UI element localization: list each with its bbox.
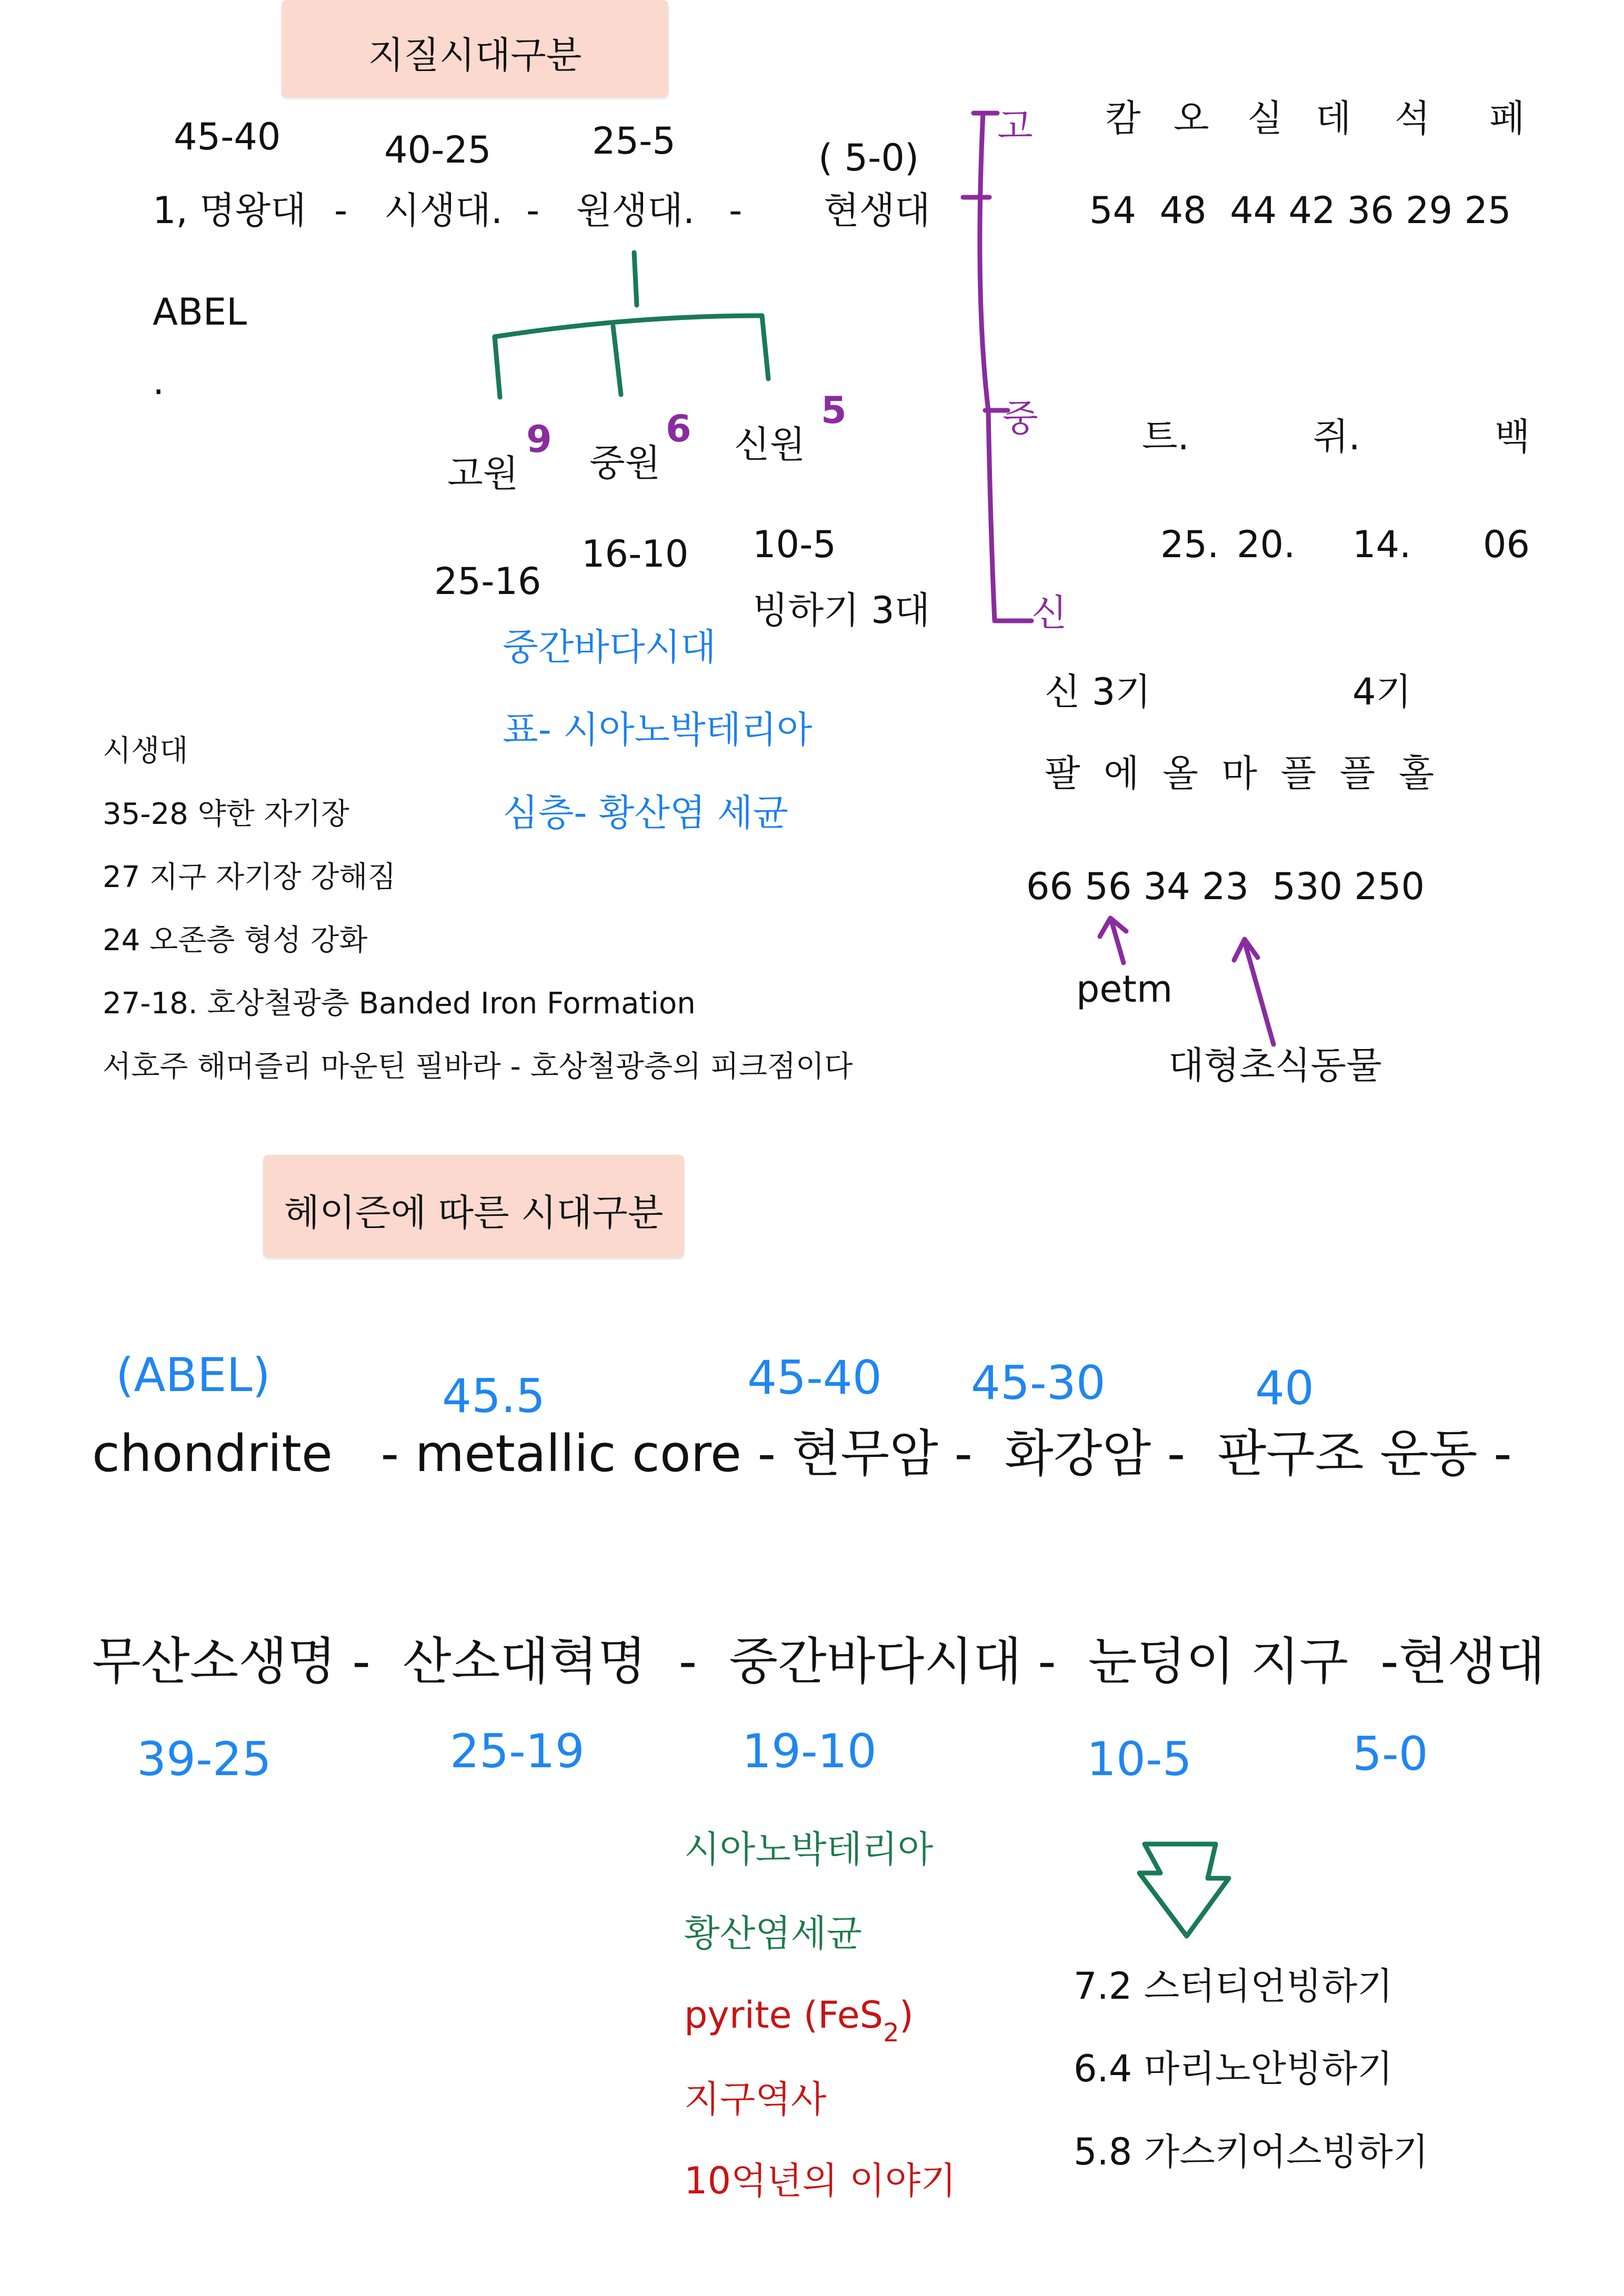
- note-line: 서호주 해머즐리 마운틴 필바라 - 호상철광층의 피크점이다: [103, 1050, 853, 1084]
- cenozoic-ages: 66 56 34 23 530 250: [1026, 865, 1425, 908]
- hazen-date: 5-0: [1352, 1727, 1428, 1781]
- period-carboniferous: 석: [1395, 97, 1430, 140]
- meso-age: 14.: [1352, 523, 1411, 566]
- bracket-leg-left: [495, 337, 500, 397]
- period-cretaceous: 백: [1495, 415, 1530, 458]
- note-line: 35-28 약한 자기장: [103, 797, 349, 831]
- pyrite-text: pyrite (FeS: [684, 1993, 884, 2037]
- bracket-trunk: [634, 253, 637, 305]
- eon-dash: -: [526, 189, 540, 232]
- cenozoic-quaternary: 4기: [1352, 670, 1412, 713]
- note-billion-years: 10억년의 이야기: [684, 2159, 957, 2202]
- pyrite-close: ): [899, 1993, 914, 2037]
- bracket-leg-mid: [613, 326, 621, 395]
- period-silurian: 실: [1247, 97, 1283, 140]
- glaciation-item: 6.4 마리노안빙하기: [1074, 2047, 1393, 2090]
- note-line: 27-18. 호상철광층 Banded Iron Formation: [103, 986, 696, 1021]
- note-cyanobacteria: 시아노박테리아: [684, 1828, 934, 1871]
- meso-age: 25.: [1160, 523, 1219, 566]
- sub-range-meso: 16-10: [582, 532, 689, 576]
- hazen-date: 45-30: [971, 1356, 1106, 1410]
- note-line: 24 오존층 형성 강화: [103, 923, 368, 958]
- eon-hadean: 1, 명왕대: [153, 189, 306, 232]
- period-cambrian: 캄: [1105, 97, 1141, 140]
- eon-dash: -: [334, 189, 348, 232]
- cenozoic-tertiary: 신 3기: [1045, 670, 1151, 713]
- eon-range-archean: 40-25: [384, 128, 492, 172]
- cenozoic-periods: 팔 에 올 마 플 플 홀: [1045, 752, 1435, 795]
- note-line: 시생대: [103, 734, 188, 768]
- mid-ocean-surface: 표- 시아노박테리아: [503, 708, 813, 751]
- eon-dash: -: [729, 189, 743, 232]
- pyrite-subscript: 2: [883, 2018, 899, 2048]
- eon-proterozoic: 원생대.: [576, 189, 695, 232]
- period-permian: 페: [1489, 97, 1525, 140]
- eon-range-phanerozoic: ( 5-0): [818, 136, 919, 179]
- era-mark-mesozoic: 중: [1003, 397, 1038, 440]
- note-sulfate-bacteria: 황산염세균: [684, 1912, 863, 1955]
- section-title: 헤이즌에 따른 시대구분: [284, 1191, 664, 1234]
- petm-label: petm: [1076, 968, 1173, 1011]
- eon-phanerozoic: 현생대: [824, 189, 930, 232]
- note-earth-history: 지구역사: [684, 2078, 827, 2121]
- bracket-leg-right: [762, 316, 768, 379]
- section-title: 지질시대구분: [368, 34, 582, 77]
- era-mark-cenozoic: 신: [1031, 591, 1067, 635]
- hazen-date: 45-40: [747, 1351, 882, 1405]
- sub-neoproterozoic: 신원: [734, 423, 806, 466]
- hazen-date: (ABEL): [116, 1348, 270, 1402]
- period-jurassic: 쥐.: [1313, 415, 1360, 458]
- down-arrow-icon: [1139, 1844, 1229, 1936]
- sub-paleoproterozoic: 고원: [447, 452, 519, 495]
- sub-mark-5: 5: [821, 389, 847, 432]
- meso-age: 20.: [1237, 523, 1296, 566]
- sub-mark-6: 6: [666, 407, 691, 450]
- sub-mesoproterozoic: 중원: [589, 441, 661, 485]
- eon-range-hadean: 45-40: [174, 115, 281, 158]
- paleo-ages: 54 48 44 42 36 29 25: [1089, 189, 1511, 232]
- hazen-date: 19-10: [742, 1724, 877, 1778]
- sub-range-neo: 10-5: [753, 523, 836, 566]
- glaciation-item: 5.8 가스키어스빙하기: [1074, 2130, 1429, 2173]
- hazen-date: 25-19: [450, 1724, 585, 1778]
- hazen-date: 10-5: [1087, 1732, 1192, 1786]
- abel-label: ABEL: [153, 290, 247, 334]
- eon-archean: 시생대.: [384, 189, 503, 232]
- period-triassic: 트.: [1142, 415, 1189, 458]
- hazen-stages-line: chondrite - metallic core - 현무암 - 화강암 - 판구조 운동 -: [92, 1424, 1512, 1483]
- glaciation-item: 7.2 스터티언빙하기: [1074, 1965, 1393, 2008]
- meso-age: 06: [1483, 523, 1530, 566]
- bracket-bar: [495, 316, 762, 337]
- period-ordovician: 오: [1174, 97, 1209, 140]
- note-line: 27 지구 자기장 강해짐: [103, 860, 396, 894]
- big-herbivores-label: 대형초식동물: [1168, 1044, 1382, 1087]
- era-mark-paleozoic: 고: [997, 105, 1033, 148]
- era-bracket-line: [980, 113, 995, 621]
- abel-dot: .: [153, 360, 165, 403]
- hazen-date: 39-25: [137, 1732, 272, 1786]
- mid-ocean-title: 중간바다시대: [503, 626, 716, 669]
- hazen-date: 45.5: [442, 1369, 545, 1423]
- sub-range-paleo: 25-16: [434, 560, 542, 603]
- mid-ocean-deep: 심층- 황산염 세균: [503, 791, 789, 834]
- hazen-date: 40: [1255, 1361, 1314, 1415]
- sub-mark-9: 9: [526, 418, 552, 461]
- period-devonian: 데: [1316, 97, 1351, 140]
- eon-range-proterozoic: 25-5: [592, 119, 676, 163]
- ice-age-note: 빙하기 3대: [753, 589, 930, 632]
- hazen-stages-line-2: 무산소생명 - 산소대혁명 - 중간바다시대 - 눈덩이 지구 -현생대: [92, 1632, 1545, 1691]
